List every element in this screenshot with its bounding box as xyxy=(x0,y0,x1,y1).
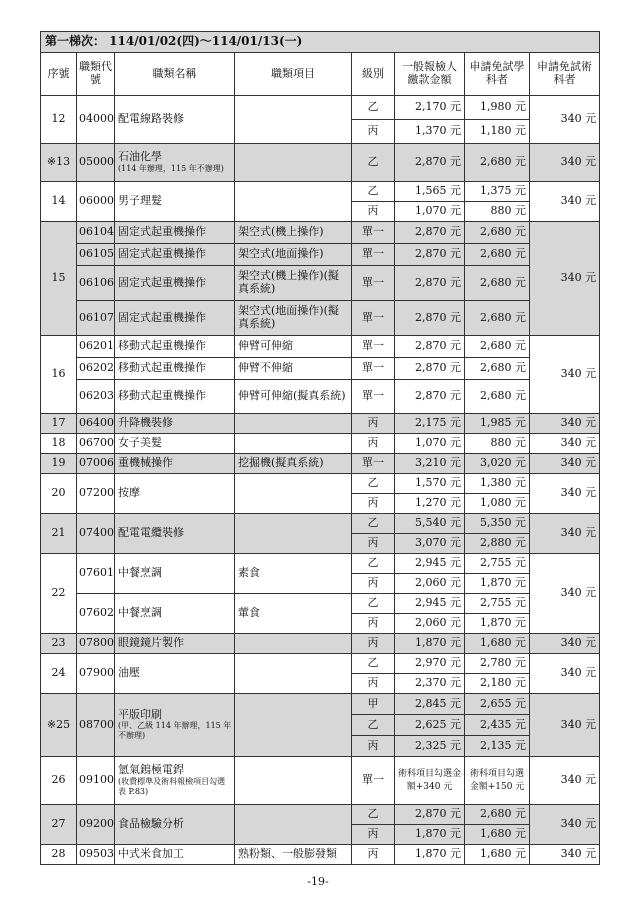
table-row xyxy=(41,144,600,182)
theory-cell: 2,680 元 xyxy=(465,380,530,414)
practice-cell: 340 元 xyxy=(530,694,600,757)
theory-cell: 2,880 元 xyxy=(465,534,530,554)
code-cell: 06000 xyxy=(77,182,115,222)
theory-cell: 1,985 元 xyxy=(465,414,530,434)
header-code: 職類代號 xyxy=(77,53,115,96)
fee-cell: 2,870 元 xyxy=(395,805,465,825)
level-cell: 乙 xyxy=(352,554,395,574)
item-cell xyxy=(235,96,352,144)
level-cell: 丙 xyxy=(352,494,395,514)
fee-cell: 2,370 元 xyxy=(395,674,465,694)
theory-cell: 2,780 元 xyxy=(465,654,530,674)
level-cell: 丙 xyxy=(352,736,395,757)
theory-cell: 2,680 元 xyxy=(465,266,530,301)
fee-cell: 2,325 元 xyxy=(395,736,465,757)
code-cell: 05000 xyxy=(77,144,115,182)
name-cell xyxy=(115,694,235,757)
item-cell: 架空式(機上操作)(擬真系統) xyxy=(235,266,352,301)
level-cell: 丙 xyxy=(352,414,395,434)
level-cell: 單一 xyxy=(352,757,395,805)
item-cell: 架空式(地面操作)(擬真系統) xyxy=(235,301,352,336)
seq-cell: 19 xyxy=(41,454,77,474)
theory-cell: 2,755 元 xyxy=(465,554,530,574)
header-fee: 一般報檢人繳款金額 xyxy=(395,53,465,96)
code-cell: 09200 xyxy=(77,805,115,845)
fee-cell: 2,870 元 xyxy=(395,266,465,301)
seq-cell: 21 xyxy=(41,514,77,554)
practice-cell: 340 元 xyxy=(530,757,600,805)
theory-cell: 1,870 元 xyxy=(465,574,530,594)
practice-cell: 340 元 xyxy=(530,514,600,554)
header-row xyxy=(41,53,600,96)
page-number: -19- xyxy=(307,875,329,888)
name-note: (甲、乙級 114 年辦理，115 年不辦理) xyxy=(118,721,232,741)
level-cell: 丙 xyxy=(352,614,395,634)
name-cell: 配電電纜裝修 xyxy=(115,514,235,554)
header-level: 級別 xyxy=(352,53,395,96)
fee-cell: 術科項目勾選金額+340 元 xyxy=(395,757,465,805)
theory-cell: 2,655 元 xyxy=(465,694,530,715)
fee-cell: 1,070 元 xyxy=(395,434,465,454)
fee-cell: 2,870 元 xyxy=(395,336,465,358)
item-cell xyxy=(235,414,352,434)
name-cell: 男子理髮 xyxy=(115,182,235,222)
seq-cell: 18 xyxy=(41,434,77,454)
fee-cell: 2,870 元 xyxy=(395,358,465,380)
name-note: (114 年辦理，115 年不辦理) xyxy=(118,163,224,173)
table-row xyxy=(41,358,600,380)
item-cell xyxy=(235,805,352,845)
fee-cell: 1,870 元 xyxy=(395,825,465,845)
name-text: 氫氣鎢極電銲 xyxy=(118,763,184,777)
fee-cell: 2,625 元 xyxy=(395,715,465,736)
table-row xyxy=(41,380,600,414)
item-cell xyxy=(235,694,352,757)
header-exempt-theory: 申請免試學科者 xyxy=(465,53,530,96)
seq-cell: 16 xyxy=(41,336,77,414)
fee-cell: 2,870 元 xyxy=(395,244,465,266)
practice-cell: 340 元 xyxy=(530,222,600,336)
name-cell: 配電線路裝修 xyxy=(115,96,235,144)
fee-cell: 2,870 元 xyxy=(395,222,465,244)
theory-cell: 2,680 元 xyxy=(465,301,530,336)
fee-cell: 2,170 元 xyxy=(395,96,465,120)
practice-cell: 340 元 xyxy=(530,182,600,222)
level-cell: 丙 xyxy=(352,825,395,845)
level-cell: 丙 xyxy=(352,202,395,222)
code-cell: 08700 xyxy=(77,694,115,757)
level-cell: 乙 xyxy=(352,514,395,534)
seq-cell: 20 xyxy=(41,474,77,514)
level-cell: 單一 xyxy=(352,266,395,301)
name-text: 平版印刷 xyxy=(118,707,162,721)
seq-cell: 26 xyxy=(41,757,77,805)
code-cell: 07602 xyxy=(77,594,115,634)
theory-cell: 1,870 元 xyxy=(465,614,530,634)
level-cell: 丙 xyxy=(352,434,395,454)
code-cell: 04000 xyxy=(77,96,115,144)
level-cell: 甲 xyxy=(352,694,395,715)
theory-cell: 1,980 元 xyxy=(465,96,530,120)
item-cell: 葷食 xyxy=(235,594,352,634)
name-cell: 移動式起重機操作 xyxy=(115,336,235,358)
code-cell: 07601 xyxy=(77,554,115,594)
code-cell: 07006 xyxy=(77,454,115,474)
fee-cell: 2,945 元 xyxy=(395,554,465,574)
item-cell: 架空式(地面操作) xyxy=(235,244,352,266)
fee-cell: 2,845 元 xyxy=(395,694,465,715)
seq-cell: 23 xyxy=(41,634,77,654)
level-cell: 乙 xyxy=(352,182,395,202)
table-row xyxy=(41,222,600,244)
code-cell: 07800 xyxy=(77,634,115,654)
item-cell xyxy=(235,144,352,182)
level-cell: 單一 xyxy=(352,301,395,336)
theory-cell: 1,180 元 xyxy=(465,120,530,144)
fee-cell: 1,370 元 xyxy=(395,120,465,144)
table-row xyxy=(41,594,600,614)
table-row xyxy=(41,454,600,474)
seq-cell: 28 xyxy=(41,845,77,865)
header-name: 職類名稱 xyxy=(115,53,235,96)
theory-cell: 2,680 元 xyxy=(465,144,530,182)
header-exempt-practice: 申請免試術科者 xyxy=(530,53,600,96)
name-cell: 食品檢驗分析 xyxy=(115,805,235,845)
item-cell: 伸臂可伸縮 xyxy=(235,336,352,358)
table-row xyxy=(41,654,600,674)
table-row xyxy=(41,244,600,266)
practice-cell: 340 元 xyxy=(530,414,600,434)
fee-cell: 2,945 元 xyxy=(395,594,465,614)
level-cell: 乙 xyxy=(352,654,395,674)
item-cell xyxy=(235,182,352,222)
fee-cell: 2,870 元 xyxy=(395,380,465,414)
code-cell: 06104 xyxy=(77,222,115,244)
item-cell: 素食 xyxy=(235,554,352,594)
fee-cell: 1,870 元 xyxy=(395,634,465,654)
practice-cell: 340 元 xyxy=(530,634,600,654)
theory-cell: 術科項目勾選金額+150 元 xyxy=(465,757,530,805)
theory-cell: 2,680 元 xyxy=(465,336,530,358)
practice-cell: 340 元 xyxy=(530,805,600,845)
fee-cell: 2,175 元 xyxy=(395,414,465,434)
fee-cell: 5,540 元 xyxy=(395,514,465,534)
table-row xyxy=(41,266,600,301)
level-cell: 乙 xyxy=(352,594,395,614)
table-row xyxy=(41,96,600,120)
header-item: 職類項目 xyxy=(235,53,352,96)
batch-banner: 第一梯次： 114/01/02(四)～114/01/13(一) xyxy=(41,32,600,53)
seq-cell: 24 xyxy=(41,654,77,694)
code-cell: 06201 xyxy=(77,336,115,358)
table-row xyxy=(41,514,600,534)
item-cell: 熟粉類、一般膨發類 xyxy=(235,845,352,865)
theory-cell: 1,080 元 xyxy=(465,494,530,514)
name-cell: 移動式起重機操作 xyxy=(115,380,235,414)
practice-cell: 340 元 xyxy=(530,144,600,182)
code-cell: 07200 xyxy=(77,474,115,514)
item-cell xyxy=(235,757,352,805)
name-cell: 眼鏡鏡片製作 xyxy=(115,634,235,654)
name-cell: 按摩 xyxy=(115,474,235,514)
practice-cell: 340 元 xyxy=(530,554,600,634)
level-cell: 丙 xyxy=(352,845,395,865)
theory-cell: 2,680 元 xyxy=(465,805,530,825)
practice-cell: 340 元 xyxy=(530,96,600,144)
practice-cell: 340 元 xyxy=(530,474,600,514)
name-cell xyxy=(115,144,235,182)
seq-cell: 17 xyxy=(41,414,77,434)
item-cell xyxy=(235,654,352,694)
seq-cell: ※25 xyxy=(41,694,77,757)
table-row xyxy=(41,301,600,336)
code-cell: 06202 xyxy=(77,358,115,380)
theory-cell: 1,375 元 xyxy=(465,182,530,202)
table-row xyxy=(41,634,600,654)
fee-cell: 1,070 元 xyxy=(395,202,465,222)
theory-cell: 880 元 xyxy=(465,434,530,454)
theory-cell: 2,680 元 xyxy=(465,244,530,266)
table-row xyxy=(41,805,600,825)
table-row xyxy=(41,182,600,202)
item-cell xyxy=(235,514,352,554)
theory-cell: 2,755 元 xyxy=(465,594,530,614)
level-cell: 單一 xyxy=(352,244,395,266)
fee-table xyxy=(40,31,600,865)
name-cell: 移動式起重機操作 xyxy=(115,358,235,380)
level-cell: 丙 xyxy=(352,534,395,554)
level-cell: 丙 xyxy=(352,634,395,654)
table-row xyxy=(41,554,600,574)
name-cell: 中餐烹調 xyxy=(115,554,235,594)
name-cell: 升降機裝修 xyxy=(115,414,235,434)
fee-cell: 2,870 元 xyxy=(395,144,465,182)
seq-cell: 12 xyxy=(41,96,77,144)
practice-cell: 340 元 xyxy=(530,454,600,474)
level-cell: 乙 xyxy=(352,96,395,120)
name-cell: 固定式起重機操作 xyxy=(115,301,235,336)
fee-cell: 1,870 元 xyxy=(395,845,465,865)
theory-cell: 2,435 元 xyxy=(465,715,530,736)
item-cell: 伸臂可伸縮(擬真系統) xyxy=(235,380,352,414)
level-cell: 丙 xyxy=(352,120,395,144)
level-cell: 單一 xyxy=(352,380,395,414)
seq-cell: ※13 xyxy=(41,144,77,182)
theory-cell: 880 元 xyxy=(465,202,530,222)
code-cell: 06203 xyxy=(77,380,115,414)
name-text: 石油化學 xyxy=(118,150,162,164)
fee-table-page xyxy=(40,31,599,865)
theory-cell: 3,020 元 xyxy=(465,454,530,474)
theory-cell: 1,680 元 xyxy=(465,845,530,865)
practice-cell: 340 元 xyxy=(530,845,600,865)
level-cell: 乙 xyxy=(352,144,395,182)
table-row xyxy=(41,414,600,434)
fee-cell: 2,060 元 xyxy=(395,574,465,594)
seq-cell: 15 xyxy=(41,222,77,336)
table-row xyxy=(41,694,600,715)
level-cell: 丙 xyxy=(352,674,395,694)
practice-cell: 340 元 xyxy=(530,336,600,414)
name-cell: 中式米食加工 xyxy=(115,845,235,865)
theory-cell: 1,680 元 xyxy=(465,825,530,845)
level-cell: 單一 xyxy=(352,222,395,244)
theory-cell: 1,380 元 xyxy=(465,474,530,494)
theory-cell: 2,135 元 xyxy=(465,736,530,757)
level-cell: 單一 xyxy=(352,336,395,358)
practice-cell: 340 元 xyxy=(530,434,600,454)
item-cell: 架空式(機上操作) xyxy=(235,222,352,244)
item-cell xyxy=(235,434,352,454)
item-cell xyxy=(235,634,352,654)
level-cell: 丙 xyxy=(352,574,395,594)
code-cell: 09503 xyxy=(77,845,115,865)
fee-cell: 2,060 元 xyxy=(395,614,465,634)
name-cell: 女子美髮 xyxy=(115,434,235,454)
name-cell: 固定式起重機操作 xyxy=(115,244,235,266)
name-cell: 固定式起重機操作 xyxy=(115,222,235,244)
code-cell: 06105 xyxy=(77,244,115,266)
fee-cell: 3,210 元 xyxy=(395,454,465,474)
code-cell: 06106 xyxy=(77,266,115,301)
item-cell xyxy=(235,474,352,514)
table-row xyxy=(41,757,600,805)
code-cell: 06400 xyxy=(77,414,115,434)
theory-cell: 2,680 元 xyxy=(465,358,530,380)
batch-banner-row xyxy=(41,32,600,53)
theory-cell: 5,350 元 xyxy=(465,514,530,534)
seq-cell: 14 xyxy=(41,182,77,222)
level-cell: 單一 xyxy=(352,358,395,380)
table-row xyxy=(41,434,600,454)
level-cell: 乙 xyxy=(352,805,395,825)
table-row xyxy=(41,845,600,865)
theory-cell: 2,680 元 xyxy=(465,222,530,244)
fee-cell: 1,270 元 xyxy=(395,494,465,514)
name-cell: 固定式起重機操作 xyxy=(115,266,235,301)
code-cell: 09100 xyxy=(77,757,115,805)
fee-cell: 1,570 元 xyxy=(395,474,465,494)
name-cell: 中餐烹調 xyxy=(115,594,235,634)
name-note: (收費標準及術科報檢項目勾選表 P.83) xyxy=(118,776,226,796)
fee-cell: 2,970 元 xyxy=(395,654,465,674)
level-cell: 單一 xyxy=(352,454,395,474)
item-cell: 挖掘機(擬真系統) xyxy=(235,454,352,474)
code-cell: 06700 xyxy=(77,434,115,454)
table-row xyxy=(41,336,600,358)
level-cell: 乙 xyxy=(352,715,395,736)
fee-cell: 2,870 元 xyxy=(395,301,465,336)
fee-cell: 3,070 元 xyxy=(395,534,465,554)
item-cell: 伸臂不伸縮 xyxy=(235,358,352,380)
level-cell: 乙 xyxy=(352,474,395,494)
seq-cell: 22 xyxy=(41,554,77,634)
seq-cell: 27 xyxy=(41,805,77,845)
name-cell: 油壓 xyxy=(115,654,235,694)
code-cell: 06107 xyxy=(77,301,115,336)
code-cell: 07900 xyxy=(77,654,115,694)
practice-cell: 340 元 xyxy=(530,654,600,694)
name-cell: 重機械操作 xyxy=(115,454,235,474)
theory-cell: 2,180 元 xyxy=(465,674,530,694)
fee-cell: 1,565 元 xyxy=(395,182,465,202)
code-cell: 07400 xyxy=(77,514,115,554)
table-row xyxy=(41,474,600,494)
header-seq: 序號 xyxy=(41,53,77,96)
name-cell xyxy=(115,757,235,805)
theory-cell: 1,680 元 xyxy=(465,634,530,654)
